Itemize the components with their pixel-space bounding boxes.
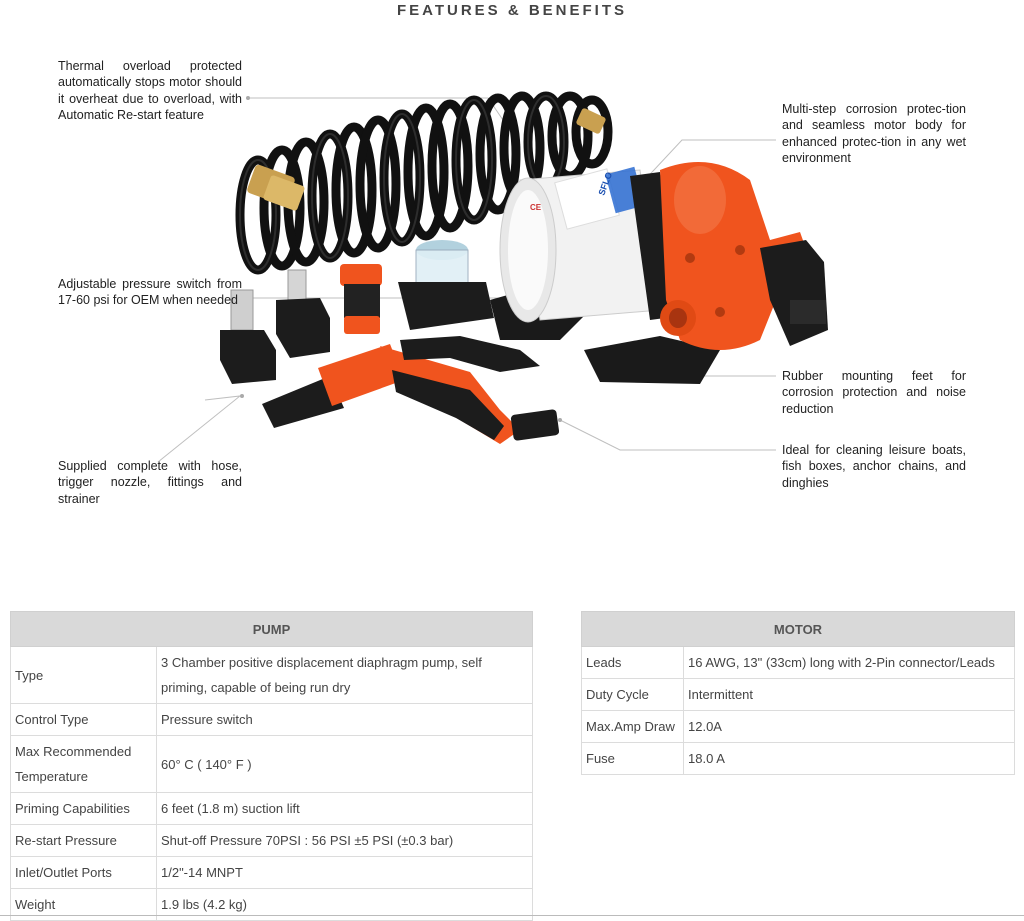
pump-brand-label: SFLO [596,170,615,197]
spec-value: 3 Chamber positive displacement diaphragm pump, self priming, capable of being run dry [157,647,533,704]
table-row [11,857,533,889]
spec-value: Pressure switch [157,704,533,736]
spec-key: Max Recommended Temperature [11,736,157,793]
spec-key: Priming Capabilities [11,793,157,825]
spec-key: Re-start Pressure [11,825,157,857]
spec-value: 6 feet (1.8 m) suction lift [157,793,533,825]
spec-key: Fuse [582,743,684,775]
feature-pressure-switch: Adjustable pressure switch from 17-60 psi for OEM when needed [58,277,242,308]
pump-spec-table [10,611,533,921]
spec-key: Type [11,647,157,704]
callout-line-supplied [158,396,240,462]
spec-value: Intermittent [684,679,1015,711]
spec-key: Max.Amp Draw [582,711,684,743]
table-row [11,704,533,736]
table-row [11,825,533,857]
table-row [11,736,533,793]
motor-table-header: MOTOR [582,612,1015,647]
feature-thermal-overload: Thermal overload protected automatically stops motor should it overheat due to overload, with Automatic Re-start feature [58,59,242,123]
spec-value: 18.0 A [684,743,1015,775]
spec-value: 60° C ( 140° F ) [157,736,533,793]
table-row [11,647,533,704]
spec-key: Inlet/Outlet Ports [11,857,157,889]
table-row [582,743,1015,775]
callout-line-ideal [560,420,776,450]
feature-rubber-feet: Rubber mounting feet for corrosion protection and noise reduction [782,369,966,416]
spec-value: 1/2"-14 MNPT [157,857,533,889]
spec-key: Control Type [11,704,157,736]
feature-ideal-use: Ideal for cleaning leisure boats, fish boxes, anchor chains, and dinghies [782,443,966,490]
spec-value: Shut-off Pressure 70PSI : 56 PSI ±5 PSI (±0.3 bar) [157,825,533,857]
spec-value: 1.9 lbs (4.2 kg) [157,889,533,921]
table-row [11,793,533,825]
page-title: FEATURES & BENEFITS [396,2,628,19]
table-row [582,711,1015,743]
spec-value: 16 AWG, 13" (33cm) long with 2-Pin connector/Leads [684,647,1015,679]
spec-key: Weight [11,889,157,921]
table-row [582,679,1015,711]
motor-spec-table [581,611,1015,775]
spec-key: Leads [582,647,684,679]
bottom-divider [0,915,1024,916]
feature-supplied-complete: Supplied complete with hose, trigger nozzle, fittings and strainer [58,459,242,506]
spec-key: Duty Cycle [582,679,684,711]
spec-value: 12.0A [684,711,1015,743]
table-row [582,647,1015,679]
pump-body [490,162,828,384]
svg-text:CE: CE [530,203,542,212]
pump-table-header: PUMP [11,612,533,647]
feature-corrosion-protection: Multi-step corrosion protec-tion and seamless motor body for enhanced protec-tion in any wet environment [782,102,966,166]
